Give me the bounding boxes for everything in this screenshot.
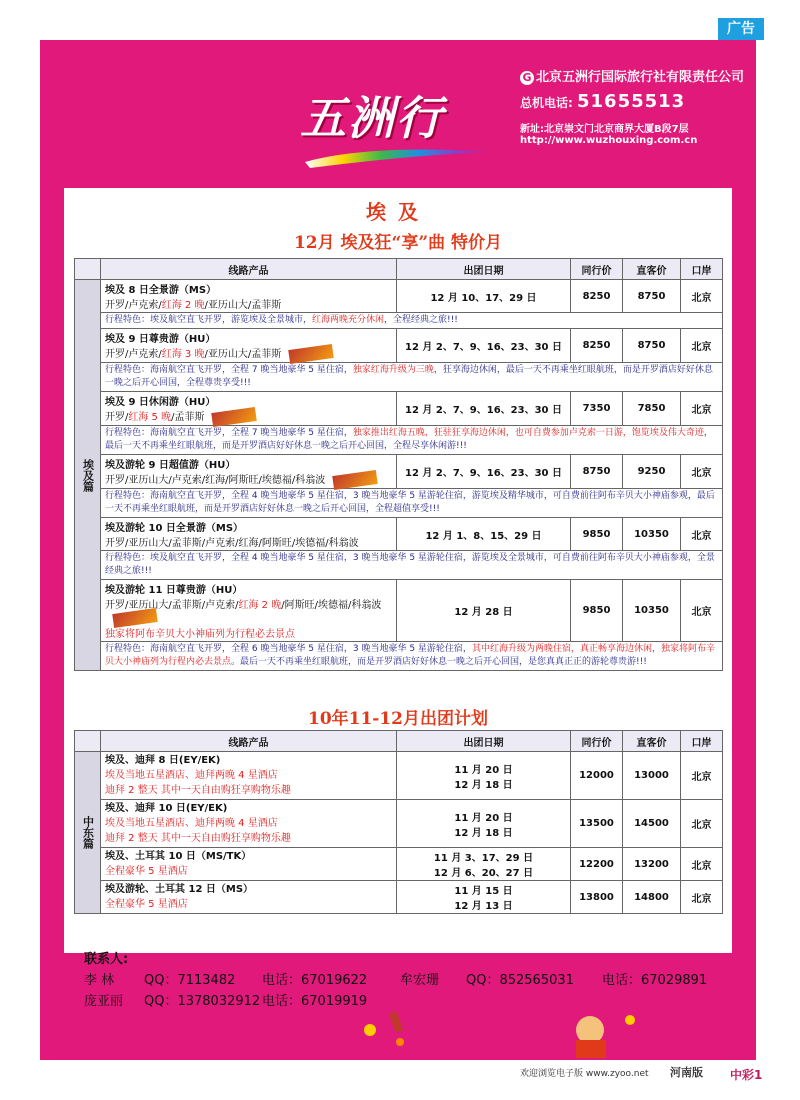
departure-port: 北京: [681, 455, 723, 489]
departure-date: 11 月 20 日: [454, 812, 513, 824]
feature-highlight: 独家红海升级为三晚: [352, 365, 434, 375]
egypt-product-row: [75, 392, 723, 426]
egypt-subtitle: 12月 埃及狂“享”曲 特价月: [293, 233, 503, 253]
route-part: 开罗/亚历山大/孟菲斯/卢克索/: [105, 600, 239, 611]
website-link[interactable]: http://www.wuzhouxing.com.cn: [520, 135, 698, 146]
egypt-feature-row: [75, 642, 723, 671]
rainbow-swoosh-icon: [300, 140, 500, 170]
peer-price: 9850: [571, 580, 623, 642]
product-cell: [101, 752, 397, 800]
trip-features: [101, 642, 723, 671]
egypt-feature-row: [75, 313, 723, 329]
departure-date: 12 月 18 日: [454, 779, 513, 791]
egypt-section-label: 埃及篇: [75, 280, 101, 671]
route-highlight: 红海 2 晚: [238, 600, 282, 611]
address: 新址:北京崇文门北京商界大厦B段7层: [520, 124, 689, 135]
product-route: [105, 345, 392, 361]
direct-price: 13200: [623, 848, 681, 881]
egypt-feature-row: [75, 426, 723, 455]
peer-price: 12000: [571, 752, 623, 800]
departure-date: 11 月 3、17、29 日: [433, 853, 534, 864]
logo-text: 五洲行: [300, 91, 444, 145]
product-cell: [101, 280, 397, 313]
feature-text: 行程特色：海南航空直飞开罗，全程 7 晚当地豪华 5 星住宿，: [105, 428, 353, 438]
departure-port: 北京: [681, 881, 723, 914]
peer-price: 8750: [571, 455, 623, 489]
departure-dates: 12 月 1、8、15、29 日: [397, 518, 571, 551]
peer-price: 13800: [571, 881, 623, 914]
departure-date: 12 月 18 日: [454, 827, 513, 839]
departure-date: 11 月 15 日: [454, 886, 513, 897]
trip-features: [101, 489, 723, 518]
product-name: 埃及游轮 10 日全景游（MS）: [105, 523, 244, 534]
departure-dates: 12 月 2、7、9、16、23、30 日: [397, 455, 571, 489]
contacts-row-1: [84, 969, 724, 988]
contact-tel: 电话：67019622: [262, 973, 368, 988]
feature-text: 行程特色：海南航空直飞开罗，全程 7 晚当地豪华 5 星住宿，: [105, 365, 353, 375]
mideast-header-dates: 出团日期: [397, 731, 571, 752]
feature-text: ，狂享海边休闲，最后一天不再乘坐红眼航班，而是开罗酒店好好休息一晚之后开心回国，全程尊贵享受!!!: [105, 365, 713, 388]
phone-row: [520, 91, 760, 112]
contact-qq: QQ：852565031: [466, 973, 574, 988]
departure-dates: [397, 800, 571, 848]
egypt-header-peer-price: 同行价: [571, 259, 623, 280]
departure-port: 北京: [681, 329, 723, 363]
footer-edition: 河南版: [670, 1066, 703, 1079]
peer-price: 9850: [571, 518, 623, 551]
feature-highlight: 其中红海升级为两晚住宿，真正畅享海边休闲，独家将阿布辛贝大小神庙列为行程内必去景点: [105, 644, 715, 667]
phone-label: 总机电话:: [520, 96, 573, 110]
egypt-product-row: [75, 329, 723, 363]
contacts-heading: 联系人:: [84, 952, 129, 967]
product-highlight: 埃及当地五星酒店、迪拜两晚 4 星酒店: [105, 770, 278, 781]
trip-features: [101, 313, 723, 329]
egypt-product-row: [75, 455, 723, 489]
trip-features: [101, 426, 723, 455]
peer-price: 7350: [571, 392, 623, 426]
direct-price: 10350: [623, 518, 681, 551]
mideast-header-row: [75, 731, 723, 752]
product-name: 埃及游轮 9 日超值游（HU）: [105, 460, 236, 471]
route-highlight: 红海 3 晚: [161, 349, 205, 360]
product-highlight: 迪拜 2 整天 其中一天自由购狂享购物乐趣: [105, 833, 291, 844]
direct-price: 7850: [623, 392, 681, 426]
special-offer-stamp-icon: [332, 470, 378, 490]
contact-name: 牟宏珊: [400, 973, 440, 988]
departure-port: 北京: [681, 752, 723, 800]
product-name: 埃及 8 日全景游（MS）: [105, 285, 217, 296]
product-route: [105, 296, 392, 311]
route-part: 开罗/卢克索/: [105, 349, 162, 360]
departure-port: 北京: [681, 580, 723, 642]
direct-price: 14800: [623, 881, 681, 914]
trip-features: [101, 363, 723, 392]
mideast-header-direct-price: 直客价: [623, 731, 681, 752]
footer-text: 欢迎浏览电子版 www.zyoo.net: [520, 1069, 649, 1079]
route-part: /亚历山大/孟菲斯: [204, 300, 282, 311]
product-cell: [101, 329, 397, 363]
feature-highlight: 独家推出红海五晚，狂驻狂享海边休闲，也可自费参加卢克索一日游，饱览埃及伟大奇迹: [352, 428, 704, 438]
product-route: [105, 534, 392, 549]
direct-price: 9250: [623, 455, 681, 489]
peer-price: 8250: [571, 329, 623, 363]
contact-name: 庞亚丽: [84, 994, 124, 1009]
egypt-table: [74, 258, 723, 671]
page-number: 中彩1: [730, 1068, 763, 1082]
egypt-product-row: [75, 580, 723, 642]
route-part: 开罗/亚历山大/卢克索/红海/阿斯旺/埃德福/科翁波: [105, 475, 326, 486]
route-highlight: 红海 2 晚: [161, 300, 205, 311]
special-offer-stamp-icon: [288, 344, 334, 364]
departure-dates: 12 月 10、17、29 日: [397, 280, 571, 313]
product-route: [105, 596, 392, 625]
egypt-feature-row: [75, 551, 723, 580]
phone-number: 51655513: [577, 91, 686, 112]
product-name: 埃及、土耳其 10 日（MS/TK）: [105, 851, 252, 862]
egypt-product-row: [75, 280, 723, 313]
product-highlight: 埃及当地五星酒店、迪拜两晚 4 星酒店: [105, 818, 278, 829]
egypt-feature-row: [75, 363, 723, 392]
product-extra: 独家将阿布辛贝大小神庙列为行程必去景点: [105, 629, 295, 640]
departure-port: 北京: [681, 280, 723, 313]
mideast-title: 10年11-12月出团计划: [307, 709, 489, 729]
departure-date: 12 月 13 日: [454, 901, 513, 912]
mideast-header-peer-price: 同行价: [571, 731, 623, 752]
departure-port: 北京: [681, 392, 723, 426]
contact-tel: 电话：67019919: [262, 994, 368, 1009]
egypt-header-product: 线路产品: [101, 259, 397, 280]
product-name: 埃及游轮、土耳其 12 日（MS）: [105, 884, 254, 895]
mideast-product-row: [75, 752, 723, 800]
egypt-header-dates: 出团日期: [397, 259, 571, 280]
egypt-header-port: 口岸: [681, 259, 723, 280]
direct-price: 10350: [623, 580, 681, 642]
feature-text: 行程特色：海南航空直飞开罗，全程 6 晚当地豪华 5 星住宿，3 晚当地豪华 5 星游轮住宿，: [105, 644, 472, 654]
direct-price: 14500: [623, 800, 681, 848]
route-part: 开罗/卢克索/: [105, 300, 162, 311]
product-cell: [101, 580, 397, 642]
route-highlight: 红海 5 晚: [128, 412, 172, 423]
product-highlight: 迪拜 2 整天 其中一天自由购狂享购物乐趣: [105, 785, 291, 796]
contact-qq: QQ：7113482: [144, 973, 236, 988]
mideast-header-port: 口岸: [681, 731, 723, 752]
product-route: [105, 471, 392, 487]
product-name: 埃及、迪拜 8 日(EY/EK): [105, 755, 221, 766]
product-route: [105, 408, 392, 424]
product-highlight: 全程豪华 5 星酒店: [105, 899, 188, 910]
departure-dates: [397, 881, 571, 914]
brand-logo: [300, 82, 500, 172]
mideast-product-row: [75, 800, 723, 848]
peer-price: 13500: [571, 800, 623, 848]
egypt-header-row: [75, 259, 723, 280]
egypt-title: 埃及: [366, 200, 430, 224]
product-cell: [101, 518, 397, 551]
departure-port: 北京: [681, 848, 723, 881]
peer-price: 12200: [571, 848, 623, 881]
content-panel: [64, 188, 732, 953]
departure-dates: 12 月 2、7、9、16、23、30 日: [397, 392, 571, 426]
direct-price: 8750: [623, 280, 681, 313]
departure-port: 北京: [681, 800, 723, 848]
ad-tag: 广告: [718, 18, 764, 40]
product-name: 埃及 9 日尊贵游（HU）: [105, 334, 216, 345]
feature-text: 行程特色：埃及航空直飞开罗，游览埃及全景城市，: [105, 315, 313, 325]
product-highlight: 全程豪华 5 星酒店: [105, 866, 188, 877]
product-name: 埃及 9 日休闲游（HU）: [105, 397, 216, 408]
departure-dates: 12 月 2、7、9、16、23、30 日: [397, 329, 571, 363]
company-info: [520, 66, 760, 146]
special-offer-stamp-icon: [212, 407, 258, 427]
departure-date: 11 月 20 日: [454, 764, 513, 776]
company-g-icon: G: [520, 71, 534, 85]
feature-text: 行程特色：埃及航空直飞开罗，全程 4 晚当地豪华 5 星住宿，3 晚当地豪华 5 星游轮住宿，游览埃及全景城市，可自费前往阿布辛贝大小神庙参观，全景经典之旅!!!: [105, 553, 715, 576]
product-name: 埃及、迪拜 10 日(EY/EK): [105, 803, 228, 814]
route-part: /孟菲斯: [171, 412, 205, 423]
route-part: 开罗/: [105, 412, 129, 423]
egypt-feature-row: [75, 489, 723, 518]
egypt-header-section: [75, 259, 101, 280]
contact-name: 李 林: [84, 973, 115, 988]
company-name: G 北京五洲行国际旅行社有限责任公司: [520, 66, 760, 85]
contact-qq: QQ：1378032912: [144, 994, 261, 1009]
direct-price: 8750: [623, 329, 681, 363]
departure-date: 12 月 6、20、27 日: [433, 868, 534, 879]
product-cell: [101, 881, 397, 914]
feature-highlight: 红海两晚充分休闲: [312, 315, 385, 325]
departure-dates: [397, 848, 571, 881]
route-part: /亚历山大/孟菲斯: [204, 349, 282, 360]
mideast-section-label: 中东篇: [75, 752, 101, 914]
departure-dates: 12 月 28 日: [397, 580, 571, 642]
contact-tel: 电话：67029891: [602, 973, 708, 988]
feature-text: ，全程经典之旅!!!: [384, 315, 458, 325]
product-cell: [101, 455, 397, 489]
egypt-header-direct-price: 直客价: [623, 259, 681, 280]
feature-text: 行程特色：海南航空直飞开罗，全程 4 晚当地豪华 5 星住宿，3 晚当地豪华 5 星游轮住宿，游览埃及精华城市，可自费前往阿布辛贝大小神庙参观，最后一天不再乘坐红眼航班，而是开罗酒店好好休息一晚之后开心回国，全程超值享受!!!: [105, 491, 715, 514]
festive-decoration-icon: [340, 1000, 660, 1060]
trip-features: [101, 551, 723, 580]
direct-price: 13000: [623, 752, 681, 800]
feature-text: ，最后一天不再乘坐红眼航班，而是开罗酒店好好休息一晚之后开心回国，全程尽享休闲游!!!: [105, 428, 713, 451]
product-name: 埃及游轮 11 日尊贵游（HU）: [105, 585, 243, 596]
mideast-product-row: [75, 848, 723, 881]
route-part: /阿斯旺/埃德福/科翁波: [281, 600, 382, 611]
egypt-product-row: [75, 518, 723, 551]
mideast-header-section: [75, 731, 101, 752]
product-cell: [101, 800, 397, 848]
mideast-table: [74, 730, 723, 914]
product-cell: [101, 392, 397, 426]
mideast-header-product: 线路产品: [101, 731, 397, 752]
departure-dates: [397, 752, 571, 800]
route-part: 开罗/亚历山大/孟菲斯/卢克索/红海/阿斯旺/埃德福/科翁波: [105, 538, 359, 549]
mideast-product-row: [75, 881, 723, 914]
product-cell: [101, 848, 397, 881]
departure-port: 北京: [681, 518, 723, 551]
feature-text: 。最后一天不再乘坐红眼航班，而是开罗酒店好好休息一晚之后开心回国，是您真真正正的游轮尊贵游!!!: [231, 657, 647, 667]
peer-price: 8250: [571, 280, 623, 313]
